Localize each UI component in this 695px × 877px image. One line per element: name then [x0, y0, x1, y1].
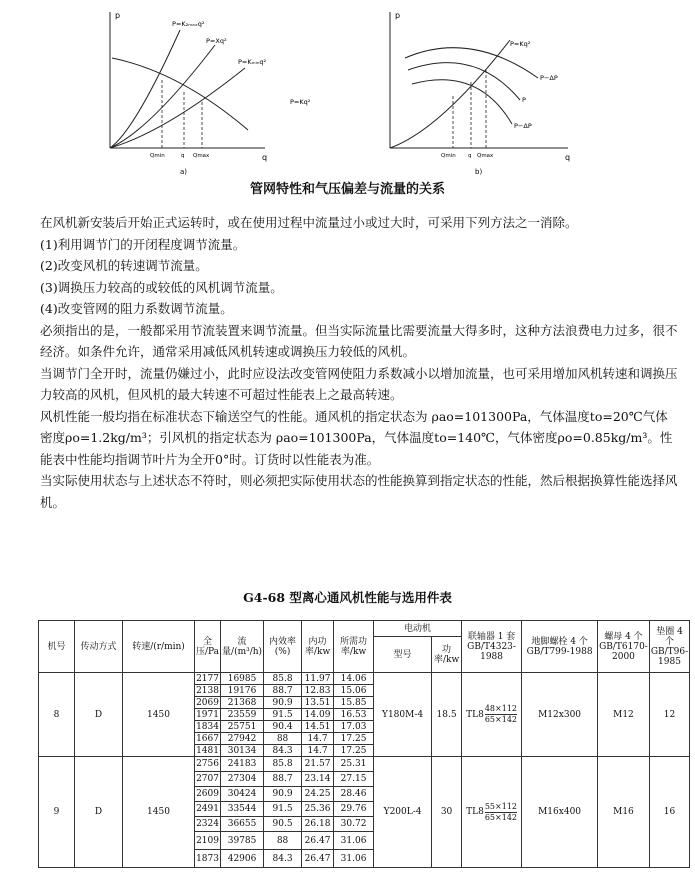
- paragraph: 必须指出的是，一般都采用节流装置来调节流量。但当实际流量比需要流量大得多时，这种方法浪费电力过多，很不经济。如条件允许，通常采用减低风机转速或调换压力较低的风机。: [40, 322, 678, 359]
- cell-motor-type: Y200L-4: [374, 757, 432, 868]
- cell-int-power: 26.47: [302, 850, 334, 868]
- cell-int-power: 25.36: [302, 802, 334, 817]
- right-label-pdp1: P−ΔP: [540, 74, 558, 82]
- table-row: [39, 757, 690, 772]
- cell-pressure: 2109: [195, 832, 221, 850]
- right-system-curve: [390, 40, 510, 148]
- middle-label: P=Kq²: [290, 98, 311, 106]
- cell-req-power: 29.76: [334, 802, 374, 817]
- coupling-num: 48×112: [484, 704, 517, 713]
- coupling-spec: [466, 704, 517, 725]
- cell-int-power: 14.7: [302, 745, 334, 757]
- cell-int-power: 13.51: [302, 697, 334, 709]
- chart-left: [110, 11, 267, 176]
- th-model: 机号: [39, 621, 75, 673]
- left-tick-qmax: Qmax: [193, 153, 210, 159]
- right-axis-x-label: q: [565, 153, 571, 162]
- cell-flow: 23559: [221, 709, 264, 721]
- cell-flow: 42906: [221, 850, 264, 868]
- th-washer: 垫圈 4 个 GB/T96-1985: [649, 621, 689, 673]
- right-label-k: P=Kq²: [510, 40, 531, 48]
- th-motor-power: 功率/kw: [432, 637, 462, 673]
- left-axis-x-label: q: [262, 153, 268, 162]
- cell-pressure: 2324: [195, 817, 221, 832]
- coupling-num: 55×112: [484, 801, 517, 811]
- paragraph: (3)调换压力较高的或较低的风机调节流量。: [40, 279, 283, 295]
- cell-req-power: 28.46: [334, 787, 374, 802]
- cell-speed: 1450: [123, 757, 195, 868]
- right-label-pdp2: P−ΔP: [514, 122, 532, 130]
- th-drive: 传动方式: [75, 621, 123, 673]
- cell-int-power: 14.09: [302, 709, 334, 721]
- cell-req-power: 30.72: [334, 817, 374, 832]
- right-fan-lower: [412, 80, 512, 124]
- coupling-fraction: [485, 704, 517, 725]
- spec-table: [38, 620, 690, 868]
- paragraph: (1)利用调节门的开闭程度调节流量。: [40, 236, 246, 252]
- cell-nut: M16: [598, 757, 650, 868]
- cell-efficiency: 91.5: [264, 709, 302, 721]
- th-nut: 螺母 4 个 GB/T6170-2000: [598, 621, 650, 673]
- body-text: [40, 212, 680, 513]
- cell-washer: 12: [649, 673, 689, 757]
- cell-pressure: 2609: [195, 787, 221, 802]
- th-flow: 流量/(m³/h): [221, 621, 264, 673]
- th-bolt: 地脚螺栓 4 个 GB/T799-1988: [522, 621, 598, 673]
- left-axis-y-label: p: [115, 11, 121, 20]
- left-fan-curve: [112, 58, 248, 130]
- cell-speed: 1450: [123, 673, 195, 757]
- cell-pressure: 2707: [195, 772, 221, 787]
- cell-model: 8: [39, 673, 75, 757]
- cell-req-power: 31.06: [334, 850, 374, 868]
- cell-efficiency: 84.3: [264, 850, 302, 868]
- cell-bolt: M16x400: [522, 757, 598, 868]
- cell-int-power: 14.51: [302, 721, 334, 733]
- cell-flow: 30424: [221, 787, 264, 802]
- cell-flow: 27942: [221, 733, 264, 745]
- characteristic-curves: [0, 0, 695, 180]
- cell-efficiency: 85.8: [264, 673, 302, 685]
- cell-req-power: 27.15: [334, 772, 374, 787]
- cell-req-power: 31.06: [334, 832, 374, 850]
- cell-pressure: 2177: [196, 673, 219, 684]
- cell-req-power: 17.25: [334, 745, 374, 757]
- th-motor: 电动机: [374, 621, 462, 637]
- coupling-spec: [466, 802, 517, 823]
- cell-pressure: 1873: [195, 850, 221, 868]
- cell-int-power: 14.7: [302, 733, 334, 745]
- cell-req-power: 14.06: [334, 673, 374, 685]
- cell-motor-type: Y180M-4: [374, 673, 432, 757]
- cell-drive: D: [75, 673, 123, 757]
- th-pressure: 全压/Pa: [195, 621, 221, 673]
- cell-efficiency: 90.9: [264, 697, 302, 709]
- table-row: [39, 673, 690, 685]
- cell-flow: 19176: [221, 685, 264, 697]
- cell-flow: 21368: [221, 697, 264, 709]
- cell-int-power: 12.83: [302, 685, 334, 697]
- cell-nut: M12: [598, 673, 650, 757]
- chart-right: [390, 11, 570, 176]
- cell-req-power: 15.06: [334, 685, 374, 697]
- cell-flow: 27304: [221, 772, 264, 787]
- left-curve-kmax: [110, 30, 180, 148]
- cell-pressure: 2491: [195, 802, 221, 817]
- cell-pressure: 2138: [196, 685, 219, 696]
- cell-pressure: 2069: [196, 697, 219, 708]
- left-curve-x: [110, 45, 215, 148]
- cell-int-power: 26.47: [302, 832, 334, 850]
- right-label-p: P: [522, 96, 526, 104]
- th-int-power: 内功率/kw: [302, 621, 334, 673]
- coupling-den: 65×142: [484, 715, 517, 724]
- paragraph: 当实际使用状态与上述状态不符时，则必须把实际使用状态的性能换算到指定状态的性能，然后根据换算性能选择风机。: [40, 473, 678, 510]
- left-tick-q: q: [181, 153, 185, 159]
- th-coupling: 联轴器 1 套 GB/T4323-1988: [462, 621, 522, 673]
- right-sublabel: b): [475, 168, 483, 176]
- paragraph: 当调节门全开时，流量仍嫌过小，此时应设法改变管网使阻力系数减小以增加流量，也可采用增加风机转速和调换压力较高的风机，但风机的最大转速不可超过性能表上之最高转速。: [40, 365, 678, 402]
- cell-model: 9: [39, 757, 75, 868]
- paragraph: (2)改变风机的转速调节流量。: [40, 258, 208, 273]
- figure-area: [0, 0, 695, 190]
- paragraph: 在风机新安装后开始正式运转时，或在使用过程中流量过小或过大时，可采用下列方法之一消除。: [40, 215, 578, 230]
- th-speed: 转速/(r/min): [123, 621, 195, 673]
- cell-flow: 39785: [221, 832, 264, 850]
- cell-efficiency: 90.5: [264, 817, 302, 832]
- coupling-fraction: [485, 802, 517, 823]
- cell-drive: D: [75, 757, 123, 868]
- right-tick-q: q: [468, 153, 472, 159]
- cell-req-power: 17.03: [334, 721, 374, 733]
- cell-flow: 24183: [221, 757, 264, 772]
- coupling-prefix: TL8: [466, 709, 484, 720]
- cell-req-power: 17.25: [334, 733, 374, 745]
- cell-flow: 33544: [221, 802, 264, 817]
- paragraph: (4)改变管网的阻力系数调节流量。: [40, 301, 233, 316]
- coupling-prefix: TL8: [466, 807, 484, 817]
- cell-int-power: 26.18: [302, 817, 334, 832]
- cell-pressure: 2756: [195, 757, 221, 772]
- cell-req-power: 16.53: [334, 709, 374, 721]
- cell-efficiency: 90.4: [264, 721, 302, 733]
- cell-efficiency: 85.8: [264, 757, 302, 772]
- right-axis-y-label: p: [395, 11, 401, 20]
- right-tick-qmin: Qmin: [441, 153, 456, 159]
- cell-int-power: 23.14: [302, 772, 334, 787]
- left-tick-qmin: Qmin: [150, 153, 165, 159]
- th-req-power: 所需功率/kw: [334, 621, 374, 673]
- cell-efficiency: 91.5: [264, 802, 302, 817]
- right-fan-upper: [405, 48, 538, 78]
- cell-bolt: M12x300: [522, 673, 598, 757]
- cell-efficiency: 90.9: [264, 787, 302, 802]
- cell-efficiency: 88: [264, 733, 302, 745]
- left-sublabel: a): [180, 168, 188, 176]
- figure-caption: 管网特性和气压偏差与流量的关系: [249, 182, 445, 197]
- cell-int-power: 11.97: [302, 673, 334, 685]
- table-title: G4-68 型离心通风机性能与选用件表: [243, 590, 452, 605]
- right-tick-qmax: Qmax: [477, 153, 494, 159]
- cell-req-power: 25.31: [334, 757, 374, 772]
- cell-int-power: 21.57: [302, 757, 334, 772]
- left-label-x: P=Xq²: [206, 37, 227, 45]
- cell-efficiency: 88.7: [264, 772, 302, 787]
- cell-pressure: 1667: [196, 733, 219, 744]
- th-efficiency: 内效率(%): [264, 621, 302, 673]
- cell-efficiency: 84.3: [264, 745, 302, 757]
- cell-motor-power: 18.5: [432, 673, 462, 757]
- cell-flow: 30134: [221, 745, 264, 757]
- cell-pressure: 1834: [196, 721, 219, 732]
- cell-coupling: [462, 673, 522, 757]
- cell-coupling: [462, 757, 522, 868]
- th-motor-type: 型号: [374, 637, 432, 673]
- left-label-kmin: P=Kₘᵢₙq²: [238, 58, 267, 66]
- cell-pressure: 1971: [196, 709, 219, 720]
- cell-int-power: 24.25: [302, 787, 334, 802]
- coupling-den: 65×142: [484, 812, 517, 822]
- cell-flow: 25751: [221, 721, 264, 733]
- left-label-kmax: P=K₂ₘₐₓq²: [172, 20, 205, 28]
- cell-efficiency: 88.7: [264, 685, 302, 697]
- cell-pressure: 1481: [196, 745, 219, 756]
- cell-req-power: 15.85: [334, 697, 374, 709]
- cell-flow: 36655: [221, 817, 264, 832]
- cell-washer: 16: [649, 757, 689, 868]
- cell-flow: 16985: [221, 673, 264, 685]
- cell-efficiency: 88: [264, 832, 302, 850]
- paragraph: 风机性能一般均指在标准状态下输送空气的性能。通风机的指定状态为 ρao=101300Pa，气体温度to=20℃气体密度ρo=1.2kg/m³；引风机的指定状态为 ρao=101300Pa，气体温度to=140℃，气体密度ρo=0.85kg/m³。性能表中性能均指调节叶片为全开0°时。订货时以性能表为准。: [40, 408, 673, 467]
- cell-motor-power: 30: [432, 757, 462, 868]
